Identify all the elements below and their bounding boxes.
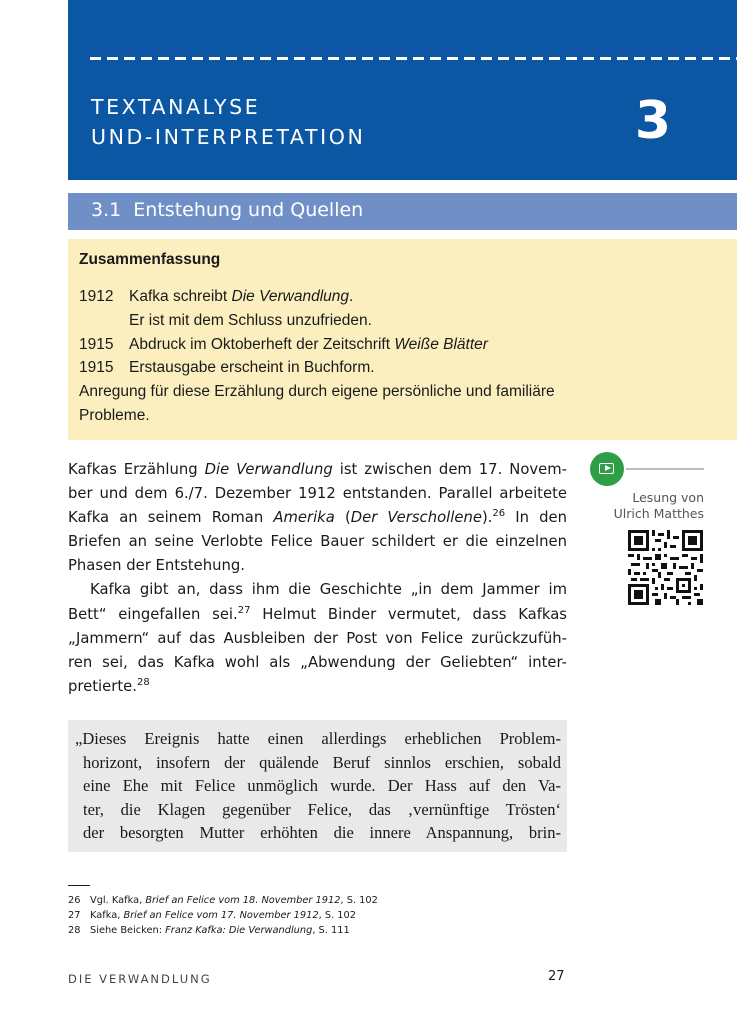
summary-text: Kafka schreibt bbox=[129, 288, 232, 305]
summary-heading: Zusammenfassung bbox=[79, 251, 221, 268]
footnote-ref: 27 bbox=[237, 604, 251, 616]
page-number: 27 bbox=[548, 969, 565, 984]
text-line: ber und dem 6./7. Dezember 1912 entstanden. Parallel arbeitete bbox=[68, 485, 567, 503]
text-line: Phasen der Entstehung. bbox=[68, 557, 245, 575]
media-caption-line-1: Lesung von bbox=[632, 490, 704, 505]
chapter-title-line-1: TEXTANALYSE bbox=[91, 95, 261, 119]
text-line: pretierte.$^{28}$ bbox=[68, 676, 150, 695]
video-play-icon[interactable] bbox=[590, 452, 624, 486]
summary-text: Er ist mit dem Schluss unzufrieden. bbox=[129, 311, 372, 329]
summary-text: Erstausgabe erscheint in Buchform. bbox=[129, 359, 375, 377]
text-line: „Jammern“ auf das Ausbleiben der Post von Felice zurückzufüh- bbox=[68, 629, 567, 647]
footnotes bbox=[68, 893, 378, 938]
footnote-number: 26 bbox=[68, 895, 81, 906]
footnote: 28 Siehe Beicken: Franz Kafka: Die Verwandlung, S. 111 bbox=[68, 925, 350, 936]
summary-row bbox=[79, 356, 555, 380]
summary-list bbox=[79, 285, 555, 428]
summary-row bbox=[79, 309, 555, 333]
qr-code[interactable] bbox=[628, 530, 703, 605]
footnote-number: 27 bbox=[68, 910, 81, 921]
section-heading-bar bbox=[68, 193, 737, 230]
quote-text bbox=[75, 727, 561, 845]
quote-line: eine Ehe mit Felice unmöglich wurde. Der Hass auf den Va- bbox=[83, 776, 561, 795]
summary-row bbox=[79, 285, 555, 309]
quote-line: horizont, insofern der quälende Beruf sinnlos erschien, sobald bbox=[83, 752, 561, 772]
text-line: Kafka gibt an, dass ihm die Geschichte „in dem Jammer im bbox=[90, 581, 567, 599]
chapter-title-line-2: UND-INTERPRETATION bbox=[91, 125, 366, 149]
summary-row bbox=[79, 333, 555, 357]
quote-box bbox=[68, 720, 567, 852]
footnote: 27 Kafka, Brief an Felice vom 17. November 1912, S. 102 bbox=[68, 910, 356, 921]
footnote-ref: 26 bbox=[492, 508, 506, 520]
body-text bbox=[68, 458, 567, 699]
divider-line bbox=[626, 468, 704, 470]
summary-text: Abdruck im Oktoberheft der Zeitschrift bbox=[129, 335, 395, 353]
paragraph-2 bbox=[68, 578, 567, 698]
summary-year: 1912 bbox=[79, 288, 114, 305]
section-title: 3.1 Entstehung und Quellen bbox=[91, 199, 364, 221]
footnote-separator bbox=[68, 885, 90, 886]
summary-note: Probleme. bbox=[79, 406, 150, 424]
text-line: Bett“ eingefallen sei.$^{27}$ Helmut Binder vermutet, dass Kafkas bbox=[68, 604, 567, 623]
footnote-number: 28 bbox=[68, 925, 81, 936]
summary-text: . bbox=[349, 288, 354, 305]
summary-title-italic: Die Verwandlung bbox=[231, 288, 349, 305]
chapter-number: 3 bbox=[634, 91, 671, 151]
text-line: Kafka an seinem Roman Amerika (Der Verschollene).$^{26}$ In den bbox=[68, 508, 567, 527]
summary-note: Anregung für diese Erzählung durch eigene persönliche und familiäre bbox=[79, 383, 555, 401]
dashed-rule bbox=[90, 57, 737, 60]
media-caption-line-2: Ulrich Matthes bbox=[613, 506, 704, 521]
media-caption bbox=[590, 490, 704, 522]
summary-year: 1915 bbox=[79, 335, 114, 353]
text-line: Briefen an seine Verlobte Felice Bauer schildert er die einzelnen bbox=[68, 533, 567, 551]
summary-year: 1915 bbox=[79, 359, 114, 377]
chapter-title bbox=[91, 92, 365, 152]
running-footer: DIE VERWANDLUNG bbox=[68, 972, 212, 986]
summary-title-italic: Weiße Blätter bbox=[394, 335, 488, 353]
quote-line: ter, die Klagen gegenüber Felice, das ‚vernünftige Trösten‘ bbox=[83, 799, 561, 819]
chapter-header bbox=[68, 0, 737, 180]
paragraph-1 bbox=[68, 458, 567, 578]
footnote: 26 Vgl. Kafka, Brief an Felice vom 18. November 1912, S. 102 bbox=[68, 895, 378, 906]
quote-line: der besorgten Mutter erhöhten die innere Anspannung, brin- bbox=[83, 823, 561, 842]
summary-box bbox=[68, 239, 737, 440]
quote-line: „Dieses Ereignis hatte einen allerdings erheblichen Problem- bbox=[75, 729, 561, 748]
footnote-ref: 28 bbox=[136, 676, 150, 688]
text-line: ren sei, das Kafka wohl als „Abwendung der Geliebten“ inter- bbox=[68, 653, 567, 671]
text-line: Kafkas Erzählung Die Verwandlung ist zwischen dem 17. Novem- bbox=[68, 461, 567, 478]
